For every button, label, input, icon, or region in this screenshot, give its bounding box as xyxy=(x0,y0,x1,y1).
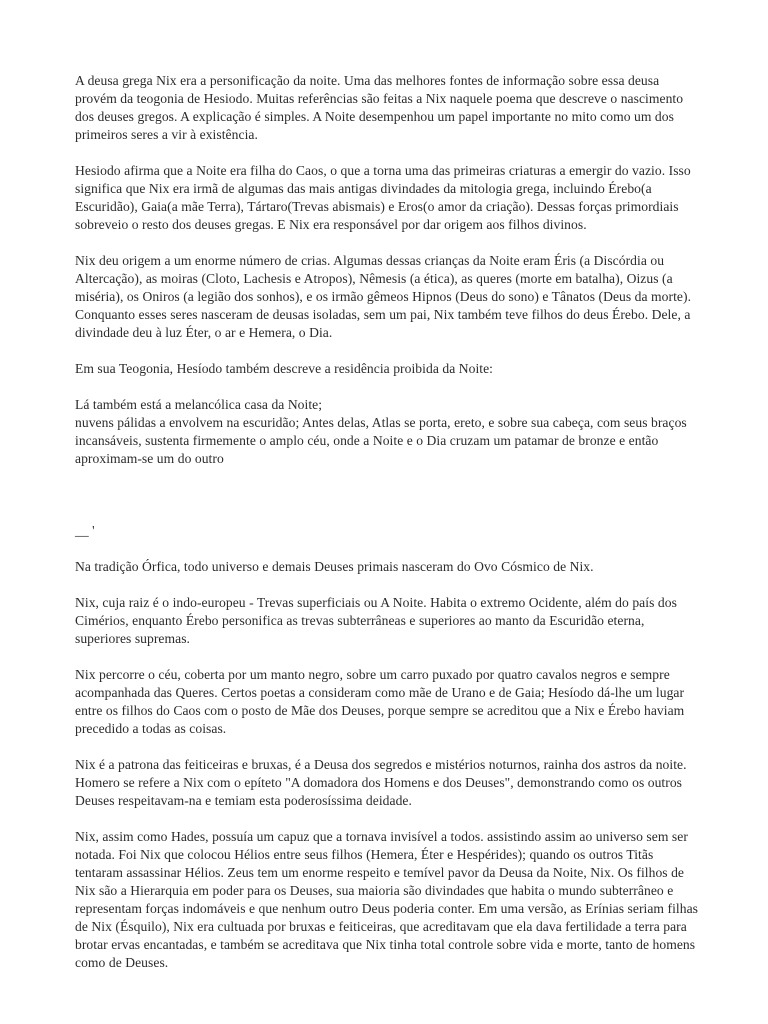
paragraph-chariot: Nix percorre o céu, coberta por um manto negro, sobre um carro puxado por quatro cavalos negros e sempre acompanhada das Queres. Certos poetas a consideram como mãe de Urano e de Gaia; Hesíodo dá-lhe um lugar entre os filhos do Caos com o posto de Mãe dos Deuses, porque sempre se acreditou que a Nix e Érebo haviam precedido a todas as coisas. xyxy=(75,667,685,736)
paragraph-offspring: Nix deu origem a um enorme número de crias. Algumas dessas crianças da Noite eram Éris (a Discórdia ou Altercação), as moiras (Cloto, Lachesis e Atropos), Nêmesis (a ética), as queres (morte em batalha), Oizus (a miséria), os Oniros (a legião dos sonhos), e os irmão gêmeos Hipnos (Deus do sono) e Tânatos (Deus da morte). Conquanto esses seres nasceram de deusas isoladas, sem um pai, Nix também teve filhos do deus Érebo. Dele, a divindade deu à luz Éter, o ar e Hemera, o Dia. xyxy=(75,253,692,340)
separator-mark: __ ' xyxy=(75,523,95,538)
poem-continuation: nuvens pálidas a envolvem na escuridão; Antes delas, Atlas se porta, ereto, e sobre sua cabeça, com seus braços incansáveis, sustenta firmemente o amplo céu, onde a Noite e o Dia cruzam um patamar de bronze e então aproximam-se um do outro xyxy=(75,415,687,466)
paragraph-intro: A deusa grega Nix era a personificação da noite. Uma das melhores fontes de informação sobre essa deusa provém da teogonia de Hesiodo. Muitas referências são feitas a Nix naquele poema que descreve o nascimento dos deuses gregos. A explicação é simples. A Noite desempenhou um papel importante no mito como um dos primeiros seres a vir à existência. xyxy=(75,73,684,142)
poem-line-1: Lá também está a melancólica casa da Noite; xyxy=(75,397,323,412)
paragraph-patroness: Nix é a patrona das feiticeiras e bruxas, é a Deusa dos segredos e mistérios noturnos, rainha dos astros da noite. Homero se refere a Nix com o epíteto "A domadora dos Homens e dos Deuses", demonstrando como os outros Deuses respeitavam-na e temiam esta poderosíssima deidade. xyxy=(75,757,687,808)
paragraph-theogony-intro: Em sua Teogonia, Hesíodo também descreve a residência proibida da Noite: xyxy=(75,361,494,376)
paragraph-hesiod-chaos: Hesiodo afirma que a Noite era filha do Caos, o que a torna uma das primeiras criaturas a emergir do vazio. Isso significa que Nix era irmã de algumas das mais antigas divindades da mitologia grega, incluindo Érebo(a Escuridão), Gaia(a mãe Terra), Tártaro(Trevas abismais) e Eros(o amor da criação). Dessas forças primordiais sobreveio o resto dos deuses gregas. E Nix era responsável por dar origem aos filhos divinos. xyxy=(75,163,691,232)
document-page xyxy=(75,72,699,990)
spacer xyxy=(75,486,699,522)
paragraph-etymology: Nix, cuja raiz é o indo-europeu - Trevas superficiais ou A Noite. Habita o extremo Ocidente, além do país dos Cimérios, enquanto Érebo personifica as trevas subterrâneas e superiores ao manto da Escuridão eterna, superiores supremas. xyxy=(75,595,677,646)
paragraph-orphic: Na tradição Órfica, todo universo e demais Deuses primais nasceram do Ovo Cósmico de Nix. xyxy=(75,559,594,574)
paragraph-invisibility: Nix, assim como Hades, possuía um capuz que a tornava invisível a todos. assistindo assim ao universo sem ser notada. Foi Nix que colocou Hélios entre seus filhos (Hemera, Éter e Hespérides); quando os outros Titãs tentaram assassinar Hélios. Zeus tem um enorme respeito e temível pavor da Deusa da Noite, Nix. Os filhos de Nix são a Hierarquia em poder para os Deuses, sua maioria são divindades que habita o mundo subterrâneo e representam forças indomáveis e que nenhum outro Deus poderia conter. Em uma versão, as Erínias seriam filhas de Nix (Ésquilo), Nix era cultuada por bruxas e feiticeiras, que acreditavam que ela dava fertilidade a terra para brotar ervas encantadas, e também se acreditava que Nix tinha total controle sobre vida e morte, tanto de homens como de Deuses. xyxy=(75,829,699,970)
